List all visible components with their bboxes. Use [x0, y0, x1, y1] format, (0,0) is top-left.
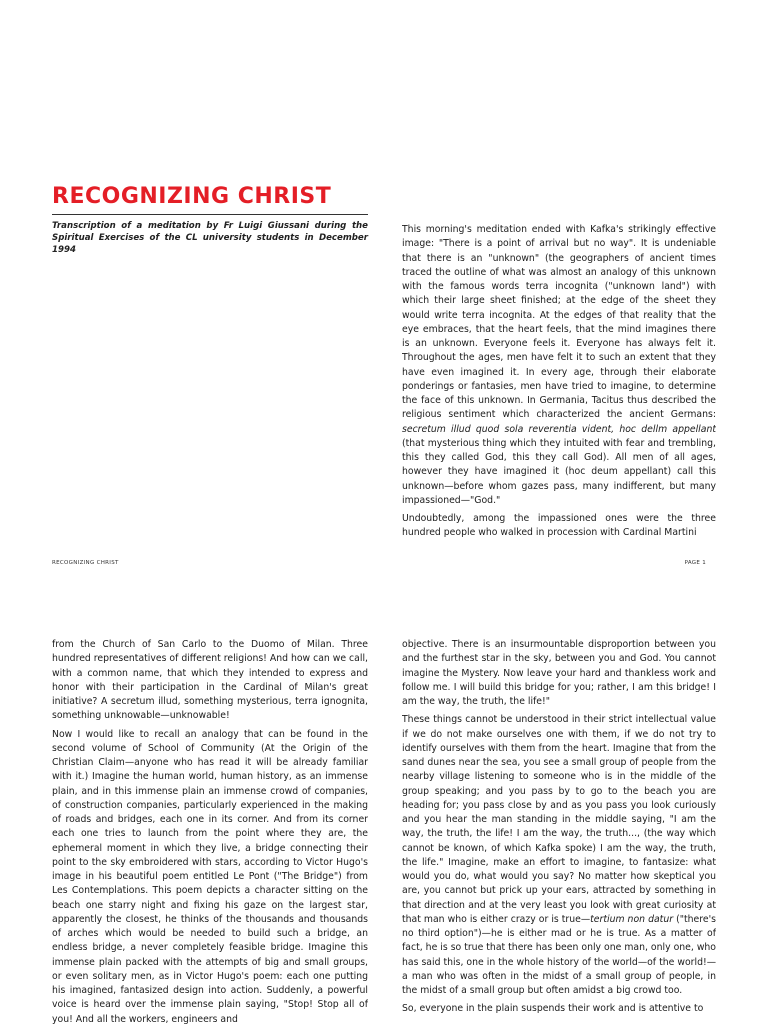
page2-right-paragraph-2-text-a: These things cannot be understood in their strict intellectual value if we do not make ourselves one with them, if we do not try to identify ourselves with them from the heart. Imagine that from the sand dunes near the sea, you see a small group of people from the nearby village listening to someone who is in the middle of the group speaking; and you pass by to go to the beach you are heading for; you pass close by and as you pass you look curiously and you hear the man standing in the middle saying, "I am the way, the truth, the life! I am the way, the truth..., (the way which cannot be known, of which Kafka spoke) I am the way, the truth, the life." Imagine, make an effort to imagine, to fantasize: what would you do, what would you say? No matter how skeptical you are, you cannot but prick up your ears, attracted by something in that direction and at the very least you look with great curiosity at that man who is either crazy or is true— [402, 714, 716, 925]
page2-left-paragraph-1: from the Church of San Carlo to the Duomo of Milan. Three hundred representatives of different religions! And how can we call, with a common name, that which they intended to express and honor with their participation in the Cardinal of Milan's great initiative? A secretum illud, something mysterious, terra ignognita, something unknowable—unknowable! [52, 639, 368, 722]
page2-right-paragraph-3: So, everyone in the plain suspends their work and is attentive to [402, 1003, 704, 1015]
page2-right-column [402, 638, 716, 1024]
page1-latin-quote: secretum illud quod sola reverentia vident, hoc dellm appellant [402, 423, 716, 435]
page1-text-column [402, 223, 716, 541]
page1-paragraph-2: Undoubtedly, among the impassioned ones were the three hundred people who walked in procession with Cardinal Martini [402, 513, 716, 539]
page2-right-paragraph-1: objective. There is an insurmountable disproportion between you and the furthest star in the sky, between you and God. You cannot imagine the Mystery. Now leave your hard and thankless work and follow me. I will build this bridge for you; rather, I am this bridge! I am the way, the truth, the life!" [402, 639, 716, 707]
page2-left-paragraph-2: Now I would like to recall an analogy that can be found in the second volume of School of Community (At the Origin of the Christian Claim—anyone who has read it will be already familiar with it.) Imagine the human world, human history, as an immense plain, and in this immense plain an immense crowd of companies, of construction companies, particularly experienced in the making of roads and bridges, each one in its corner. And from its corner each one tries to launch from the point where they are, the ephemeral moment in which they live, a bridge connecting their point to the sky embroidered with stars, according to Victor Hugo's image in his beautiful poem entitled Le Pont ("The Bridge") from Les Contemplations. This poem depicts a character sitting on the beach one starry night and fixing his gaze on the largest star, apparently the closest, he thinks of the thousands and thousands of arches which would be needed to build such a bridge, an endless bridge, a never completely feasible bridge. Imagine this immense plain packed with the attempts of big and small groups, or even solitary men, as in Victor Hugo's poem: each one putting his imagined, fantasized design into action. Suddenly, a powerful voice is heard over the immense plain saying, "Stop! Stop all of you! And all the workers, engineers and [52, 728, 368, 1024]
running-footer-title: RECOGNIZING CHRIST [52, 560, 119, 566]
document-subtitle: Transcription of a meditation by Fr Luigi Giussani during the Spiritual Exercises of the CL university students in December 1994 [52, 221, 368, 255]
page1-paragraph-1 [402, 223, 716, 508]
page2-right-paragraph-2-text-b: ("there's no third option")—he is either mad or he is true. As a matter of fact, he is so true that there has been only one man, only one, who has said this, one in the whole history of the world—of the world!—a man who was often in the midst of a small group of people, in the midst of a small group but often amidst a big crowd too. [402, 913, 716, 996]
title-divider [52, 214, 368, 215]
document-title: RECOGNIZING CHRIST [52, 184, 332, 209]
page1-paragraph-1-text-a: This morning's meditation ended with Kafka's strikingly effective image: "There is a point of arrival but no way". It is undeniable that there is an "unknown" (the geographers of ancient times traced the outline of what was almost an analogy of this unknown with the famous words terra incognita ("unknown land") with which their large sheet finished; at the edge of the sheet they would write terra incognita. At the edges of that reality that the eye embraces, that the heart feels, that the mind imagines there is an unknown. Everyone feels it. Everyone has always felt it. Throughout the ages, men have felt it to such an extent that they have even imagined it. In every age, through their elaborate ponderings or fantasies, men have tried to imagine, to determine the face of this unknown. In Germania, Tacitus thus described the religious sentiment which characterized the ancient Germans: [402, 224, 716, 421]
page-number: PAGE 1 [684, 560, 706, 566]
page2-left-column [52, 638, 368, 1024]
page2-right-paragraph-2 [402, 713, 716, 998]
page1-paragraph-1-text-b: (that mysterious thing which they intuited with fear and trembling, this they called God, this they call God). All men of all ages, however they have imagined it (hoc deum appellant) call this unknown—before whom gazes pass, many indifferent, but many impassioned—"God." [402, 437, 716, 506]
page2-latin-phrase: tertium non datur [590, 913, 674, 925]
